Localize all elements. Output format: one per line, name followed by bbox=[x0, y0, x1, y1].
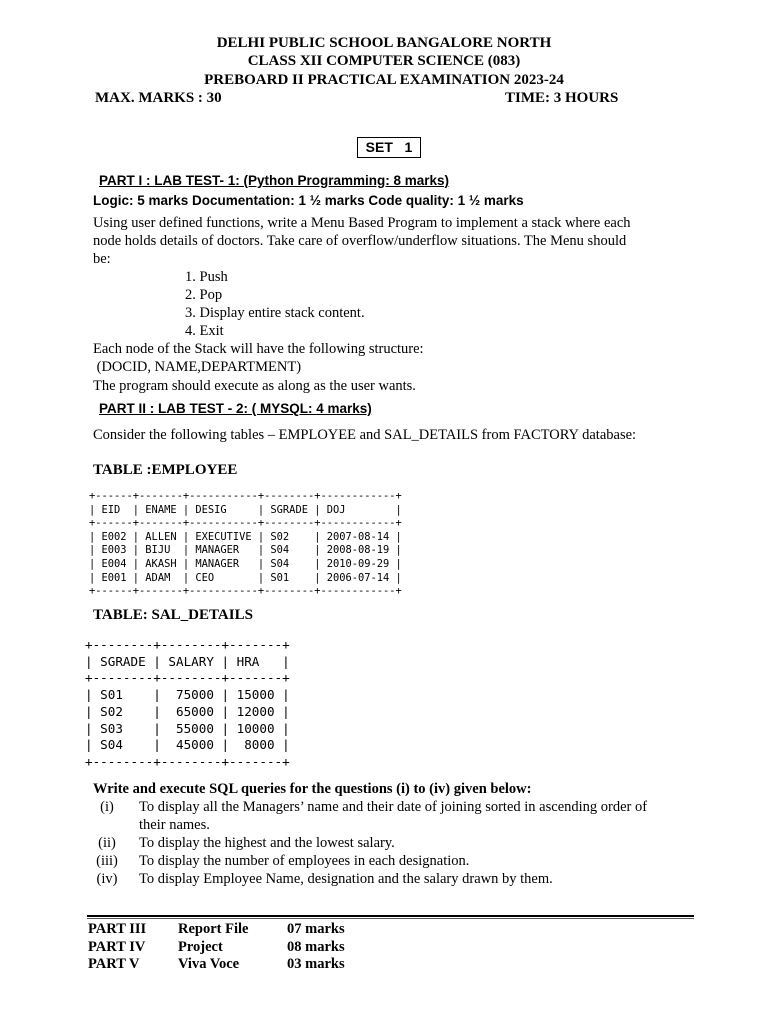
part2-title: PART II : LAB TEST - 2: ( MYSQL: 4 marks) bbox=[99, 401, 372, 416]
summary-name: Project bbox=[178, 939, 223, 955]
divider bbox=[87, 915, 694, 917]
sal-details-table: +--------+--------+-------+ | SGRADE | SALARY | HRA | +--------+--------+-------+ | S01 | 75000 | 15000 | | S02 | 65000 | 12000 | | S03 | 55000 | 10000 | | S04 | 45000 | 8000 | +--------+--------+-------+ bbox=[85, 637, 290, 769]
summary-part: PART V bbox=[88, 956, 140, 972]
summary-part: PART III bbox=[88, 921, 147, 937]
question-item bbox=[84, 835, 395, 852]
part1-closing: The program should execute as along as the user wants. bbox=[93, 378, 416, 394]
menu-item: 2. Pop bbox=[185, 287, 223, 303]
menu-item: 1. Push bbox=[185, 269, 228, 285]
question-text: To display Employee Name, designation and the salary drawn by them. bbox=[139, 871, 553, 887]
table2-title: TABLE: SAL_DETAILS bbox=[93, 607, 253, 623]
summary-name: Report File bbox=[178, 921, 249, 937]
menu-item: 3. Display entire stack content. bbox=[185, 305, 365, 321]
summary-marks: 08 marks bbox=[287, 939, 345, 955]
summary-marks: 07 marks bbox=[287, 921, 345, 937]
part2-intro: Consider the following tables – EMPLOYEE and SAL_DETAILS from FACTORY database: bbox=[93, 427, 637, 443]
max-marks: MAX. MARKS : 30 bbox=[95, 90, 222, 106]
exam-title: PREBOARD II PRACTICAL EXAMINATION 2023-24 bbox=[204, 72, 564, 88]
question-item bbox=[84, 871, 553, 888]
question-number: (iv) bbox=[96, 871, 118, 887]
menu-item: 4. Exit bbox=[185, 323, 224, 339]
structure-intro: Each node of the Stack will have the following structure: bbox=[93, 341, 424, 357]
part1-paragraph-line: Using user defined functions, write a Menu Based Program to implement a stack where each bbox=[93, 215, 631, 231]
question-item bbox=[84, 799, 647, 816]
table1-title: TABLE :EMPLOYEE bbox=[93, 462, 238, 478]
set-label: SET 1 bbox=[357, 137, 421, 158]
part1-title: PART I : LAB TEST- 1: (Python Programming: 8 marks) bbox=[99, 173, 450, 188]
part1-marks-breakdown: Logic: 5 marks Documentation: 1 ½ marks Code quality: 1 ½ marks bbox=[93, 193, 524, 208]
question-continuation: their names. bbox=[139, 817, 210, 833]
node-structure: (DOCID, NAME,DEPARTMENT) bbox=[93, 359, 302, 375]
employee-table: +------+-------+-----------+--------+------------+ | EID | ENAME | DESIG | SGRADE | DOJ | +------+-------+-----------+--------+------------+ | E002 | ALLEN | EXECUTIVE | S02 | 2007-08-14 | | E003 | BIJU | MANAGER | S04 | 2008-08-19 | | E004 | AKASH | MANAGER | S04 | 2010-09-29 | | E001 | ADAM | CEO | S01 | 2006-07-14 | +------+-------+-----------+--------+------------+ bbox=[89, 490, 402, 598]
question-item bbox=[84, 853, 469, 870]
part1-paragraph-line: be: bbox=[93, 251, 111, 267]
summary-part: PART IV bbox=[88, 939, 146, 955]
time-allowed: TIME: 3 HOURS bbox=[505, 90, 619, 106]
school-name: DELHI PUBLIC SCHOOL BANGALORE NORTH bbox=[216, 35, 552, 51]
question-number: (iii) bbox=[96, 853, 118, 869]
summary-marks: 03 marks bbox=[287, 956, 345, 972]
divider bbox=[87, 918, 694, 919]
question-text: To display the highest and the lowest salary. bbox=[139, 835, 395, 851]
question-number: (ii) bbox=[98, 835, 116, 851]
summary-name: Viva Voce bbox=[178, 956, 240, 972]
class-subject: CLASS XII COMPUTER SCIENCE (083) bbox=[247, 53, 521, 69]
question-number: (i) bbox=[100, 799, 114, 815]
part1-paragraph-line: node holds details of doctors. Take care of overflow/underflow situations. The Menu should bbox=[93, 233, 627, 249]
questions-title: Write and execute SQL queries for the questions (i) to (iv) given below: bbox=[93, 781, 532, 797]
question-text: To display all the Managers’ name and their date of joining sorted in ascending order of bbox=[139, 799, 648, 815]
question-text: To display the number of employees in each designation. bbox=[139, 853, 470, 869]
